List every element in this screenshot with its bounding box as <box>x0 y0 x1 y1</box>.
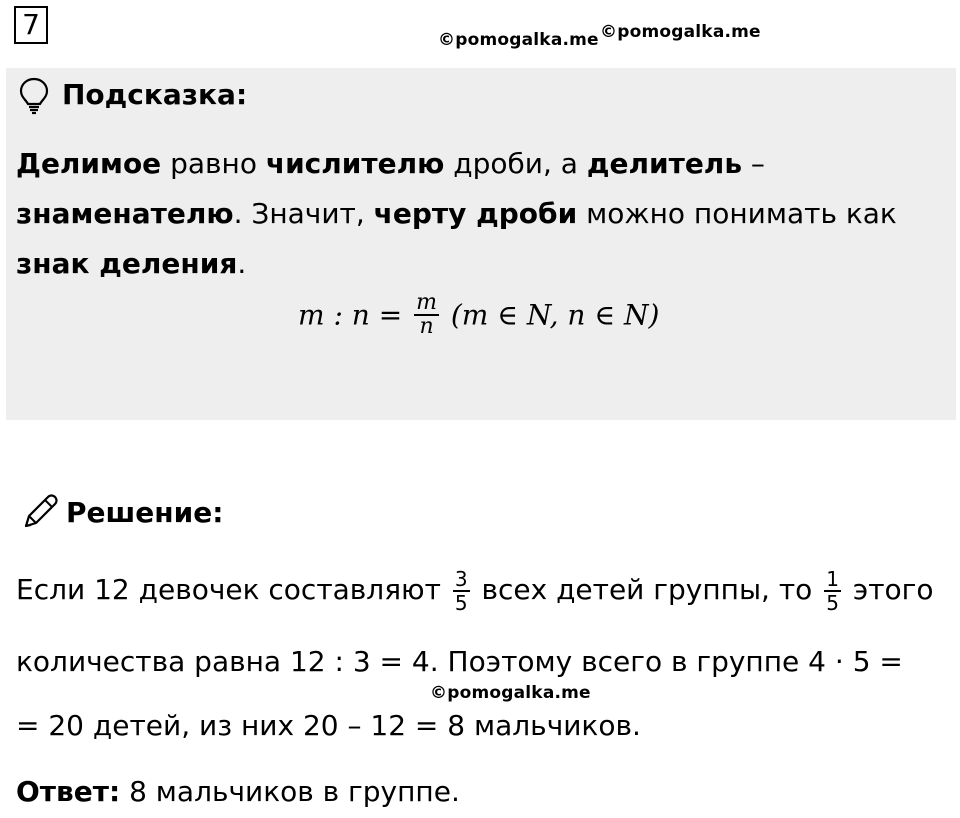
watermark: ©pomogalka.me <box>438 30 599 50</box>
fraction-1-5: $\frac{1}{5}$ <box>826 567 839 615</box>
bold-term: числителю <box>265 147 445 180</box>
answer-text: 8 мальчиков в группе. <box>120 775 460 808</box>
pencil-icon <box>20 492 60 532</box>
formula-lhs: m : n = <box>298 298 403 332</box>
watermark: ©pomogalka.me <box>430 683 591 703</box>
answer-line <box>16 766 460 818</box>
bold-term: знак деления <box>16 247 238 280</box>
bold-term: знаменателю <box>16 197 234 230</box>
formula-rhs: (m ∈ N, n ∈ N) <box>450 298 660 332</box>
task-number: 7 <box>14 6 48 44</box>
formula-fraction: $\frac{m}{n}$ <box>416 290 437 339</box>
hint-title: Подсказка: <box>62 78 248 111</box>
lightbulb-icon <box>18 76 50 116</box>
answer-label: Ответ: <box>16 775 121 808</box>
bold-term: делитель <box>586 147 743 180</box>
solution-title: Решение: <box>66 496 224 529</box>
watermark: ©pomogalka.me <box>600 22 761 42</box>
hint-line-2: знаменателю. Значит, черту дроби можно понимать как <box>16 197 897 230</box>
solution-line-1: Если 12 девочек составляют $\frac{3}{5}$ всех детей группы, то $\frac{1}{5}$ этого <box>16 567 934 615</box>
solution-line-3: = 20 детей, из них 20 – 12 = 8 мальчиков. <box>16 709 641 742</box>
bold-term: Делимое <box>16 147 162 180</box>
formula <box>298 292 659 338</box>
solution-line-2: количества равна 12 : 3 = 4. Поэтому всего в группе 4 · 5 = <box>16 645 903 678</box>
fraction-3-5: $\frac{3}{5}$ <box>454 567 468 615</box>
bold-term: черту дроби <box>373 197 578 230</box>
hint-line-3: знак деления. <box>16 247 247 280</box>
hint-line-1: Делимое равно числителю дроби, а делитель – <box>16 147 765 180</box>
